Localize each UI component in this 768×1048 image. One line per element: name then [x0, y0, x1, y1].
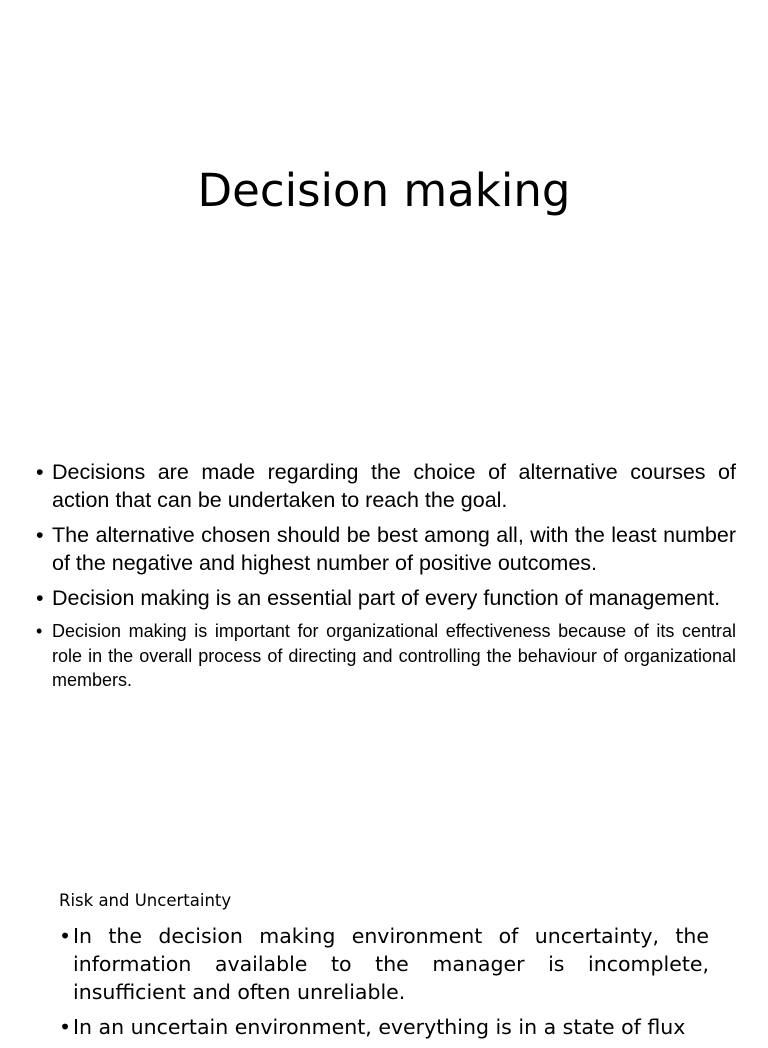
bullet-icon: •	[36, 586, 44, 610]
bullet-icon: •	[36, 621, 43, 641]
bullet-text: Decision making is important for organizational effectiveness because of its central role in the overall process of directing and controlling the behaviour of organizational members.	[52, 621, 736, 690]
section-heading: Risk and Uncertainty	[59, 891, 232, 910]
bullet-text: Decisions are made regarding the choice of alternative courses of action that can be undertaken to reach the goal.	[52, 460, 736, 512]
bullet-item	[59, 1013, 709, 1041]
slide-title: Decision making	[197, 164, 571, 217]
bullet-icon: •	[59, 1015, 72, 1039]
bullet-icon: •	[36, 460, 44, 484]
bullet-item	[36, 521, 736, 577]
bullet-list-uncertainty	[59, 922, 709, 1048]
bullet-icon: •	[59, 924, 72, 948]
bullet-item	[36, 584, 736, 612]
bullet-item	[59, 922, 709, 1006]
bullet-item	[36, 619, 736, 693]
bullet-text: In the decision making environment of uncertainty, the information available to the manager is incomplete, insufficient and often unreliable.	[73, 924, 709, 1004]
bullet-text: The alternative chosen should be best among all, with the least number of the negative and highest number of positive outcomes.	[52, 523, 736, 575]
bullet-icon: •	[36, 523, 44, 547]
bullet-text: Decision making is an essential part of every function of management.	[52, 586, 721, 610]
bullet-list	[36, 458, 736, 693]
bullet-item	[36, 458, 736, 514]
bullet-text: In an uncertain environment, everything is in a state of flux	[73, 1015, 686, 1039]
